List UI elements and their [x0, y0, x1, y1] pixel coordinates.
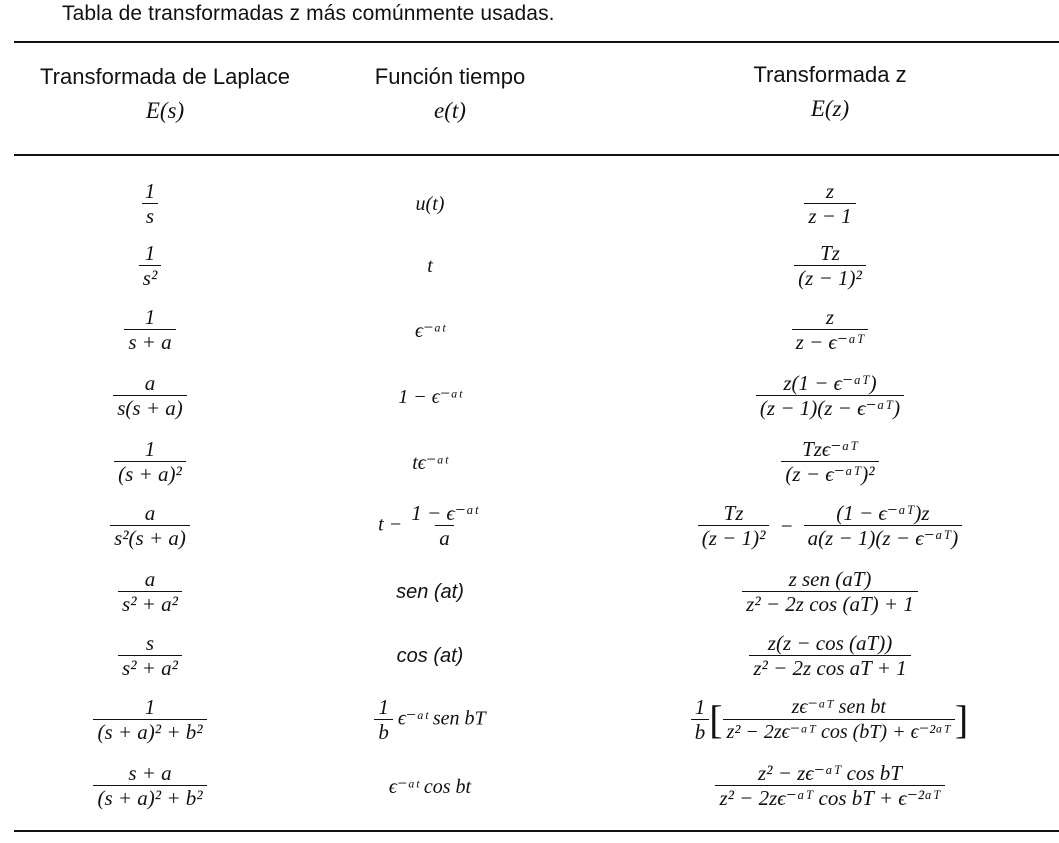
time-function: cos (at)	[396, 644, 464, 667]
z-coefficient-numerator: 1	[694, 695, 706, 719]
laplace-fraction	[141, 180, 160, 228]
z-coefficient-denominator: b	[691, 719, 710, 744]
laplace-numerator: a	[144, 567, 156, 591]
header-laplace-title: Transformada de Laplace	[40, 64, 290, 89]
laplace-numerator: 1	[144, 695, 156, 719]
z-fraction-second	[804, 502, 963, 550]
z-denominator: a(z − 1)(z − ϵ⁻ᵃᵀ)	[804, 525, 963, 550]
z-numerator: z	[825, 179, 835, 203]
time-numerator: 1 − ϵ⁻ᵃᵗ	[411, 501, 478, 525]
time-function: sen (at)	[396, 580, 464, 603]
table-caption: Tabla de transformadas z más comúnmente usadas.	[62, 2, 555, 25]
header-laplace	[0, 64, 330, 124]
left-bracket: [	[709, 697, 723, 742]
z-denominator: z² − 2z cos (aT) + 1	[742, 591, 918, 616]
z-denominator: (z − 1)²	[698, 525, 770, 550]
laplace-numerator: 1	[144, 241, 156, 265]
laplace-fraction	[113, 372, 187, 420]
z-fraction	[804, 180, 855, 228]
laplace-denominator: s	[142, 203, 158, 228]
laplace-fraction	[110, 502, 190, 550]
laplace-numerator: s	[145, 631, 155, 655]
time-function: ϵ⁻ᵃᵗ	[415, 319, 445, 342]
header-z-title: Transformada z	[753, 62, 907, 87]
header-time-title: Función tiempo	[374, 64, 526, 89]
z-denominator: z² − 2zϵ⁻ᵃᵀ cos bT + ϵ⁻²ᵃᵀ	[715, 785, 944, 810]
laplace-denominator: s²(s + a)	[110, 525, 190, 550]
z-fraction	[723, 696, 955, 744]
z-numerator: z sen (aT)	[788, 567, 872, 591]
time-expression: ϵ⁻ᵃᵗ sen bT	[397, 707, 486, 730]
laplace-fraction	[139, 242, 161, 290]
z-coefficient	[691, 696, 710, 744]
time-coefficient-numerator: 1	[378, 695, 389, 719]
laplace-fraction	[93, 696, 206, 744]
z-denominator: z² − 2zϵ⁻ᵃᵀ cos (bT) + ϵ⁻²ᵃᵀ	[723, 719, 955, 744]
time-function	[374, 696, 485, 744]
table-row	[0, 298, 1059, 362]
z-operator: −	[779, 514, 794, 538]
header-time-symbol: e(t)	[434, 98, 466, 123]
laplace-denominator: s² + a²	[118, 591, 182, 616]
header-z-symbol: E(z)	[810, 96, 850, 121]
z-fraction	[742, 568, 918, 616]
header-time	[290, 64, 610, 124]
right-bracket: ]	[954, 697, 969, 742]
header-rule	[14, 154, 1059, 156]
z-denominator: z − 1	[804, 203, 855, 228]
table-row	[0, 560, 1059, 624]
table-row	[0, 624, 1059, 688]
laplace-numerator: a	[144, 371, 156, 395]
laplace-denominator: (s + a)² + b²	[93, 785, 206, 810]
laplace-fraction	[118, 568, 182, 616]
bottom-rule	[14, 830, 1059, 832]
laplace-fraction	[124, 306, 175, 354]
z-numerator: Tz	[820, 241, 840, 265]
z-numerator: z(1 − ϵ⁻ᵃᵀ)	[783, 371, 877, 395]
time-fraction	[407, 502, 482, 550]
laplace-numerator: 1	[144, 305, 156, 329]
laplace-denominator: s + a	[124, 329, 175, 354]
table-row	[0, 364, 1059, 428]
time-function: tϵ⁻ᵃᵗ	[412, 451, 448, 474]
header-z	[640, 62, 1020, 122]
laplace-numerator: a	[144, 501, 156, 525]
time-coefficient	[374, 696, 393, 744]
time-function	[378, 502, 482, 550]
table-row	[0, 430, 1059, 494]
z-numerator: z	[825, 305, 835, 329]
time-prefix: t −	[378, 513, 403, 536]
z-fraction	[794, 242, 866, 290]
time-function: ϵ⁻ᵃᵗ cos bt	[388, 775, 472, 798]
z-numerator: zϵ⁻ᵃᵀ sen bt	[791, 696, 886, 718]
top-rule	[14, 41, 1059, 43]
z-numerator: z² − zϵ⁻ᵃᵀ cos bT	[757, 761, 902, 785]
table-row	[0, 754, 1059, 818]
laplace-denominator: (s + a)² + b²	[93, 719, 206, 744]
time-function: t	[427, 254, 433, 277]
z-fraction	[781, 438, 878, 486]
z-denominator: (z − 1)(z − ϵ⁻ᵃᵀ)	[756, 395, 904, 420]
laplace-numerator: 1	[144, 179, 156, 203]
laplace-fraction	[114, 438, 186, 486]
table-row	[0, 234, 1059, 298]
header-laplace-symbol: E(s)	[145, 98, 185, 123]
z-numerator: Tzϵ⁻ᵃᵀ	[802, 437, 858, 461]
time-function: u(t)	[415, 192, 445, 215]
time-denominator: a	[435, 525, 454, 550]
z-fraction-first	[698, 502, 770, 550]
laplace-numerator: s + a	[128, 761, 172, 785]
time-function: 1 − ϵ⁻ᵃᵗ	[398, 385, 462, 408]
z-fraction	[756, 372, 904, 420]
laplace-numerator: 1	[144, 437, 156, 461]
laplace-denominator: s²	[139, 265, 161, 290]
z-numerator: z(z − cos (aT))	[767, 631, 893, 655]
z-fraction	[792, 306, 869, 354]
z-denominator: (z − ϵ⁻ᵃᵀ)²	[781, 461, 878, 486]
table-row	[0, 172, 1059, 236]
table-row	[0, 494, 1059, 558]
laplace-fraction	[118, 632, 182, 680]
z-denominator: (z − 1)²	[794, 265, 866, 290]
laplace-fraction	[93, 762, 206, 810]
z-fraction	[715, 762, 944, 810]
time-coefficient-denominator: b	[374, 719, 393, 744]
z-numerator: (1 − ϵ⁻ᵃᵀ)z	[836, 501, 930, 525]
table-row	[0, 688, 1059, 752]
laplace-denominator: s(s + a)	[113, 395, 187, 420]
z-denominator: z − ϵ⁻ᵃᵀ	[792, 329, 869, 354]
laplace-denominator: s² + a²	[118, 655, 182, 680]
z-numerator: Tz	[723, 501, 744, 525]
laplace-denominator: (s + a)²	[114, 461, 186, 486]
z-denominator: z² − 2z cos aT + 1	[749, 655, 910, 680]
z-fraction	[749, 632, 910, 680]
